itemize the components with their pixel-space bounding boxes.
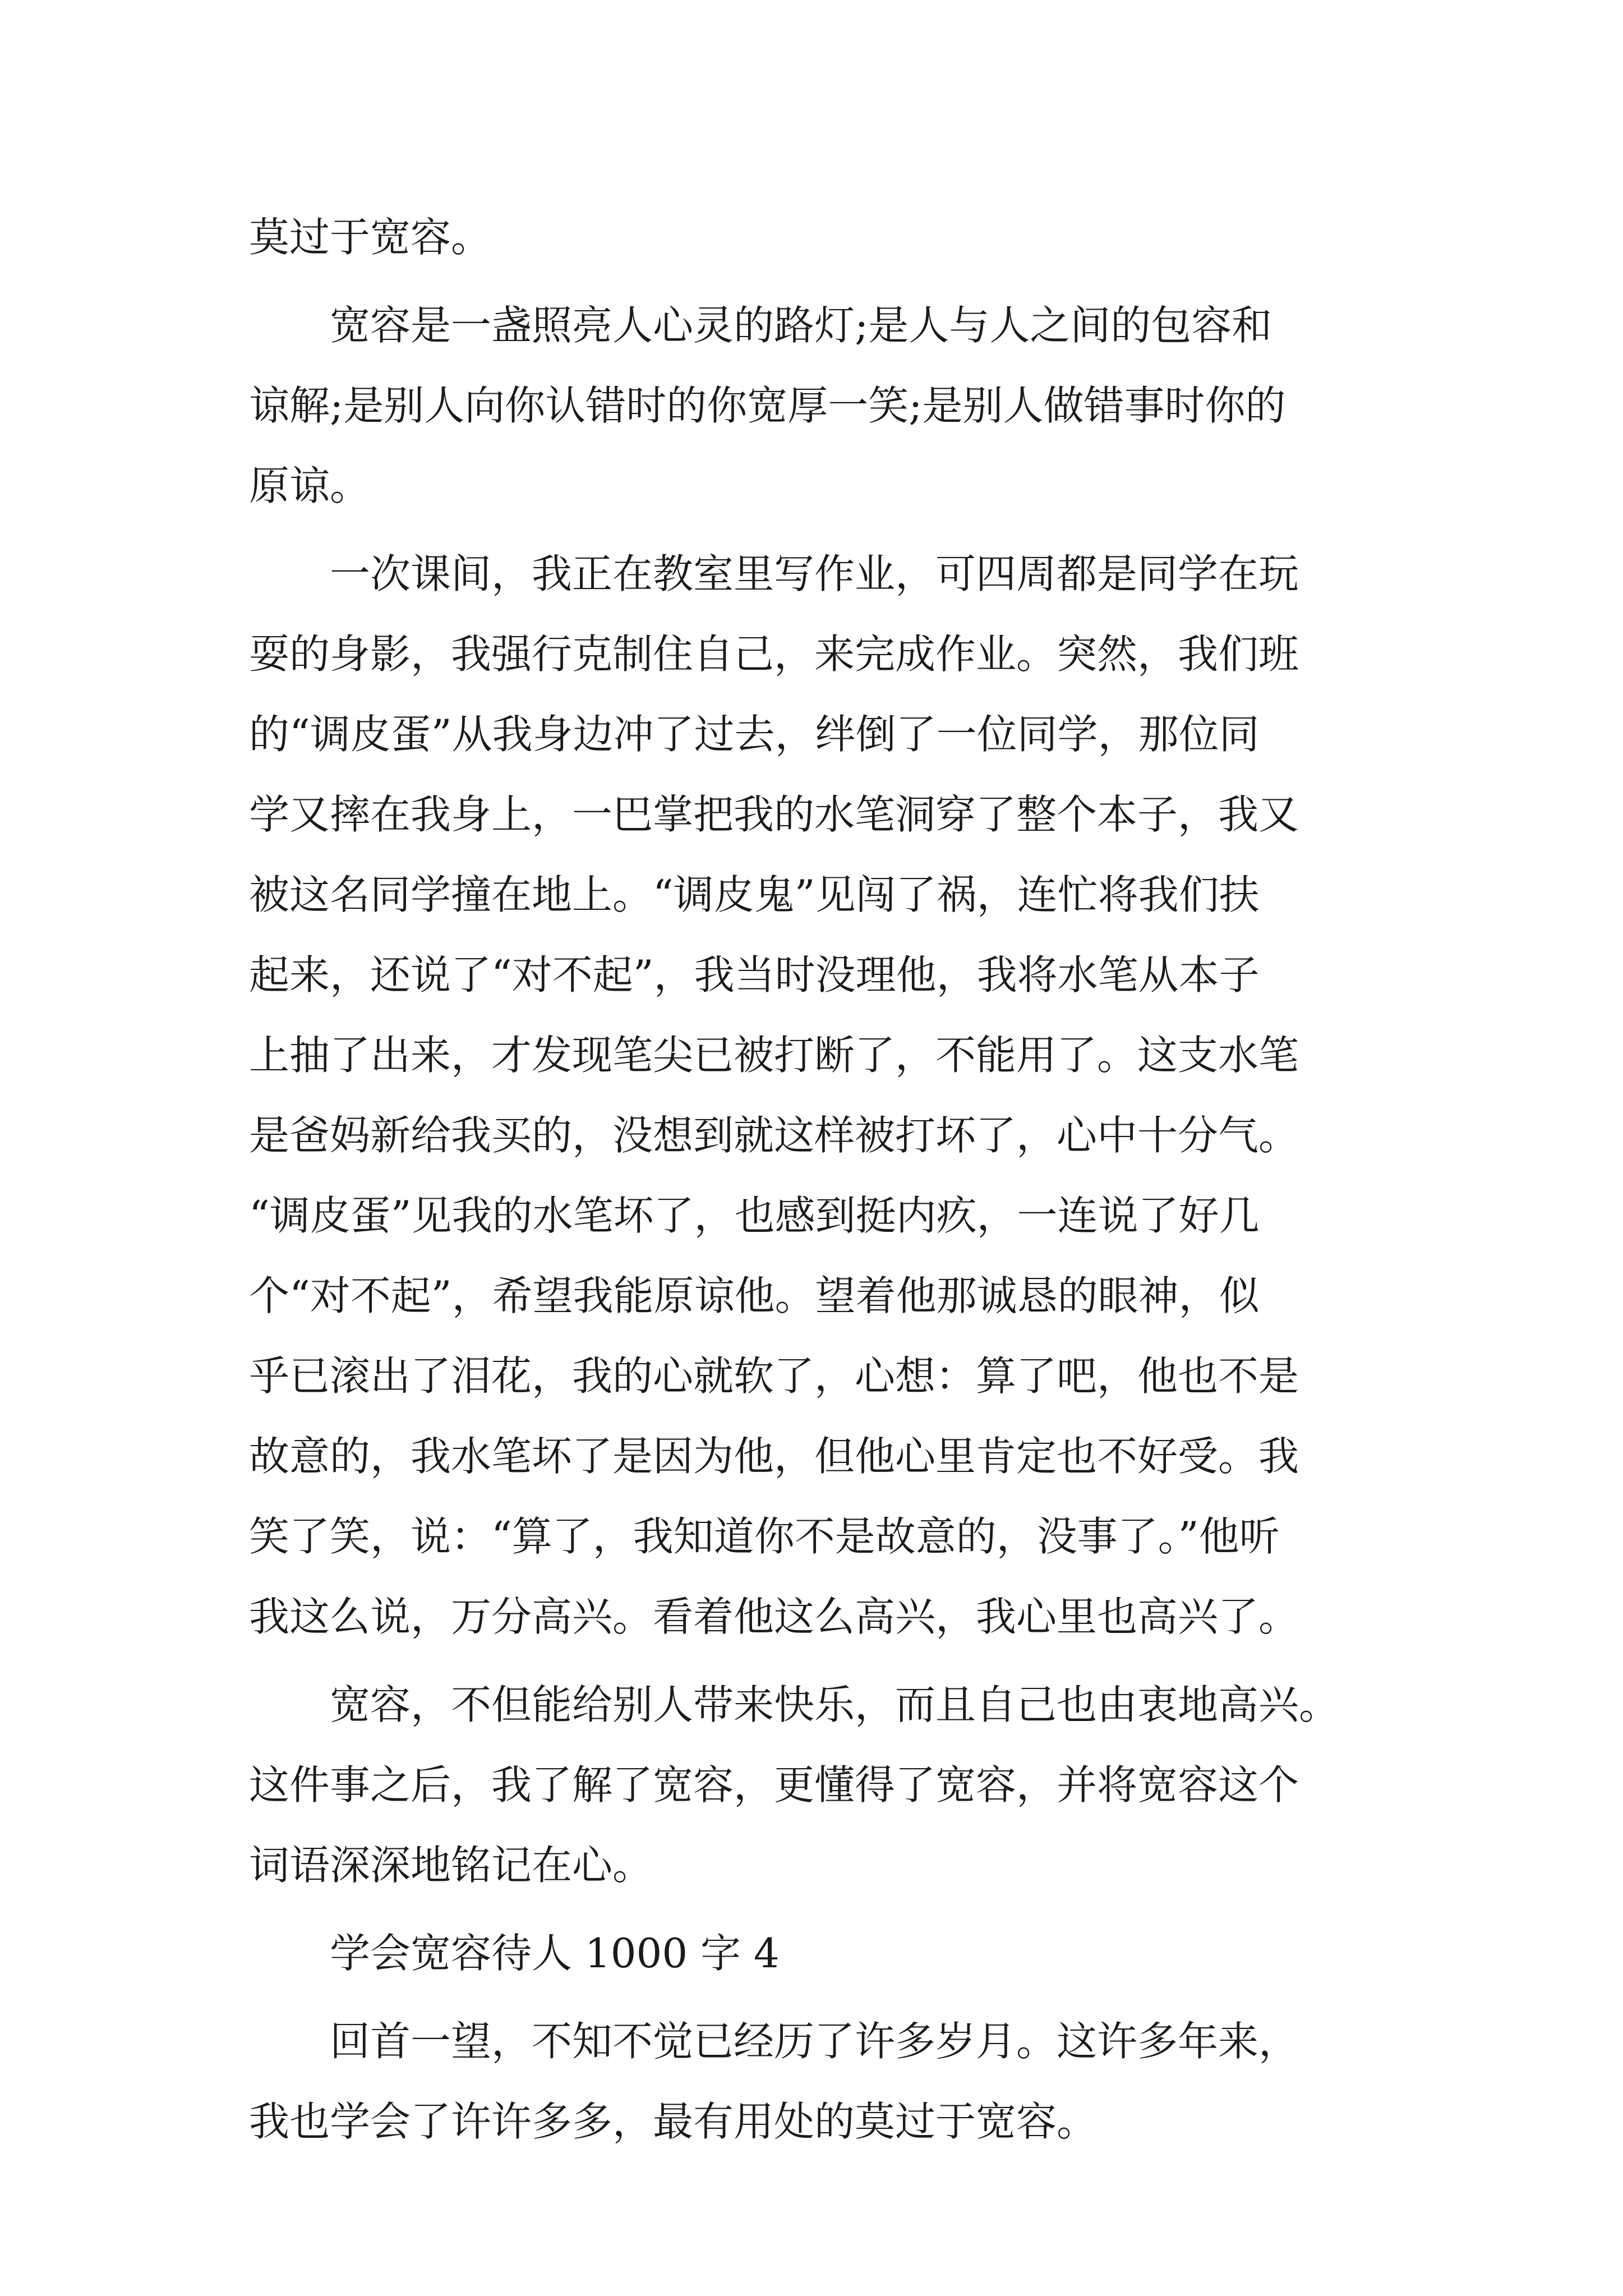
paragraph-story bbox=[249, 534, 1382, 1657]
text-line: 我这么说，万分高兴。看着他这么高兴，我心里也高兴了。 bbox=[249, 1593, 1299, 1640]
paragraph-conclusion bbox=[249, 1665, 1382, 1906]
text-line: 上抽了出来，才发现笔尖已被打断了，不能用了。这支水笔 bbox=[249, 1032, 1299, 1079]
heading-text: 学会宽容待人 1000 字 4 bbox=[330, 1930, 780, 1977]
text-line: 个“对不起”，希望我能原谅他。望着他那诚恳的眼神，似 bbox=[249, 1272, 1260, 1319]
paragraph-reflection bbox=[249, 2001, 1382, 2162]
text-line: 乎已滚出了泪花，我的心就软了，心想：算了吧，他也不是 bbox=[249, 1352, 1299, 1400]
document-body bbox=[249, 197, 1382, 2170]
text-line: 莫过于宽容。 bbox=[249, 214, 492, 261]
paragraph-tolerance-definition bbox=[249, 286, 1382, 526]
text-line: 宽容，不但能给别人带来快乐，而且自己也由衷地高兴。 bbox=[330, 1681, 1340, 1728]
text-line: 耍的身影，我强行克制住自己，来完成作业。突然，我们班 bbox=[249, 631, 1299, 678]
section-heading bbox=[249, 1913, 1382, 1994]
text-line: 是爸妈新给我买的，没想到就这样被打坏了，心中十分气。 bbox=[249, 1112, 1299, 1159]
text-line: 宽容是一盏照亮人心灵的路灯;是人与人之间的包容和 bbox=[330, 302, 1272, 349]
text-line: 我也学会了许许多多，最有用处的莫过于宽容。 bbox=[249, 2098, 1098, 2145]
text-line: 词语深深地铭记在心。 bbox=[249, 1842, 653, 1889]
text-line: 故意的，我水笔坏了是因为他，但他心里肯定也不好受。我 bbox=[249, 1433, 1299, 1480]
text-line: 原谅。 bbox=[249, 462, 371, 509]
text-line: 这件事之后，我了解了宽容，更懂得了宽容，并将宽容这个 bbox=[249, 1761, 1299, 1809]
text-line: “调皮蛋”见我的水笔坏了，也感到挺内疚，一连说了好几 bbox=[249, 1192, 1260, 1239]
text-line: 起来，还说了“对不起”，我当时没理他，我将水笔从本子 bbox=[249, 951, 1260, 999]
paragraph-continued bbox=[249, 197, 1382, 278]
text-line: 一次课间，我正在教室里写作业，可四周都是同学在玩 bbox=[330, 550, 1299, 597]
text-line: 被这名同学撞在地上。“调皮鬼”见闯了祸，连忙将我们扶 bbox=[249, 871, 1260, 918]
text-line: 学又摔在我身上，一巴掌把我的水笔洞穿了整个本子，我又 bbox=[249, 791, 1299, 838]
text-line: 谅解;是别人向你认错时的你宽厚一笑;是别人做错事时你的 bbox=[249, 382, 1286, 429]
text-line: 的“调皮蛋”从我身边冲了过去，绊倒了一位同学，那位同 bbox=[249, 711, 1260, 758]
text-line: 笑了笑，说：“算了，我知道你不是故意的，没事了。”他听 bbox=[249, 1513, 1280, 1560]
text-line: 回首一望，不知不觉已经历了许多岁月。这许多年来， bbox=[330, 2018, 1299, 2065]
